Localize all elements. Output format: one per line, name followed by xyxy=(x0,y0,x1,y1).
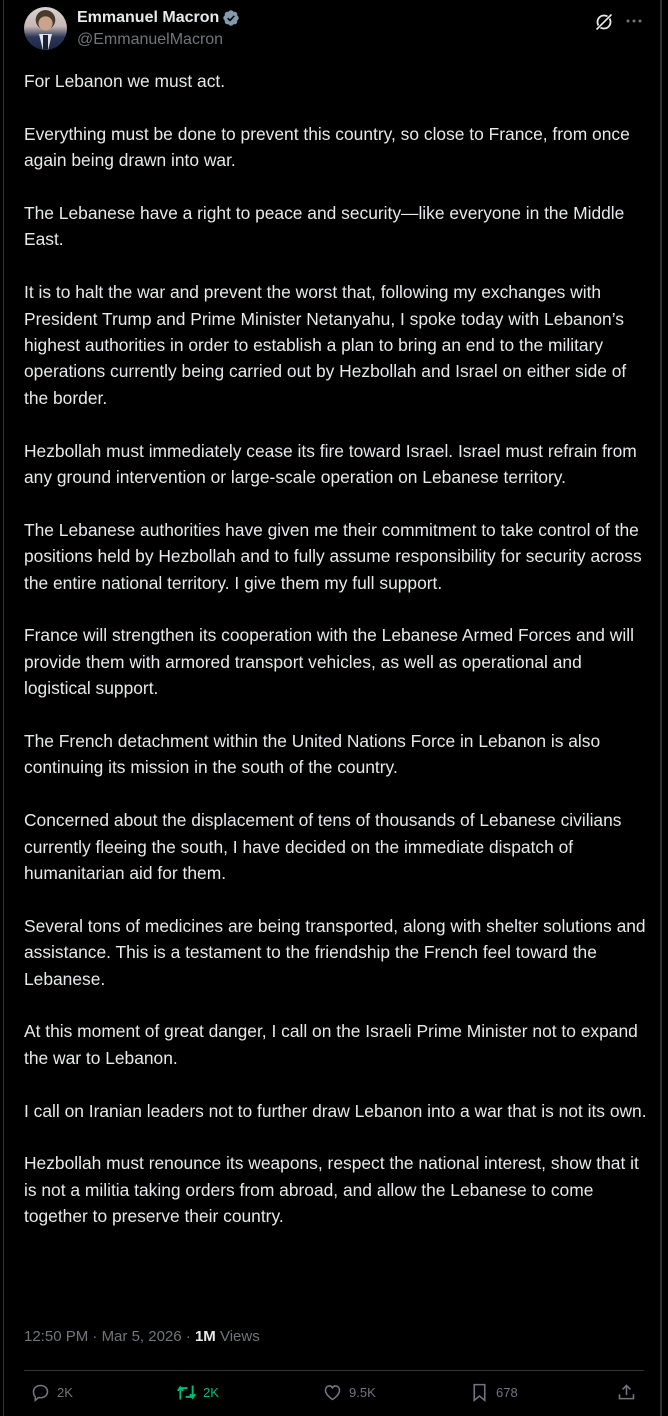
like-button[interactable] xyxy=(322,1382,376,1403)
bookmark-icon xyxy=(469,1382,490,1403)
repost-button[interactable] xyxy=(176,1382,219,1403)
tweet-paragraph: Several tons of medicines are being transported, along with shelter solutions and assistance. This is a testament to the friendship the French feel toward the Lebanese. xyxy=(24,915,646,989)
share-button[interactable] xyxy=(616,1382,637,1403)
divider xyxy=(24,1370,644,1371)
tweet-paragraph: The Lebanese authorities have given me their commitment to take control of the positions held by Hezbollah and to fully assume responsibility for security across the entire national territory. I give them my full support. xyxy=(24,519,642,593)
tweet-paragraph: I call on Iranian leaders not to further draw Lebanon into a war that is not its own. xyxy=(24,1100,647,1121)
tweet-paragraph: Hezbollah must immediately cease its fire toward Israel. Israel must refrain from any ground intervention or large-scale operation on Lebanese territory. xyxy=(24,440,637,488)
author-name[interactable]: Emmanuel Macron xyxy=(77,9,220,26)
reply-count: 2K xyxy=(57,1385,73,1400)
reply-icon xyxy=(30,1382,51,1403)
verified-badge-icon[interactable] xyxy=(222,9,240,27)
avatar-tie xyxy=(43,35,48,50)
grok-icon[interactable] xyxy=(594,12,614,32)
avatar[interactable] xyxy=(24,7,67,50)
author-handle[interactable]: @EmmanuelMacron xyxy=(77,31,224,48)
tweet-paragraph: The Lebanese have a right to peace and security—like everyone in the Middle East. xyxy=(24,203,625,250)
meta-separator: · xyxy=(88,1328,102,1345)
tweet-paragraph: Everything must be done to prevent this country, so close to France, from once again being drawn into war. xyxy=(24,123,630,171)
like-icon xyxy=(322,1382,343,1403)
views-count: 1M xyxy=(194,1328,216,1345)
like-count: 9.5K xyxy=(349,1385,376,1400)
tweet-paragraph: The French detachment within the United Nations Force in Lebanon is also continuing its mission in the south of the country. xyxy=(24,731,601,778)
bookmark-button[interactable] xyxy=(469,1382,518,1403)
reply-button[interactable] xyxy=(30,1382,73,1403)
timestamp-time[interactable]: 12:50 PM xyxy=(24,1328,89,1345)
meta-separator: · xyxy=(181,1328,195,1345)
tweet-header xyxy=(24,7,644,51)
tweet-paragraph: Hezbollah must renounce its weapons, respect the national interest, show that it is not a militia taking orders from abroad, and allow the Lebanese to come together to preserve their country. xyxy=(24,1153,639,1227)
tweet-meta xyxy=(24,1328,260,1345)
repost-icon xyxy=(176,1382,197,1403)
tweet-paragraph: For Lebanon we must act. xyxy=(24,71,226,91)
share-icon xyxy=(616,1382,637,1403)
tweet-paragraph: At this moment of great danger, I call on the Israeli Prime Minister not to expand the war to Lebanon. xyxy=(24,1021,638,1068)
action-bar xyxy=(24,1382,644,1410)
tweet-paragraph: France will strengthen its cooperation with the Lebanese Armed Forces and will provide them with armored transport vehicles, as well as operational and logistical support. xyxy=(24,625,634,699)
tweet-text xyxy=(24,68,649,1256)
tweet-paragraph: Concerned about the displacement of tens of thousands of Lebanese civilians currently fleeing the south, I have decided on the immediate dispatch of humanitarian aid for them. xyxy=(24,810,622,884)
more-icon[interactable] xyxy=(624,11,644,31)
timestamp-date[interactable]: Mar 5, 2026 xyxy=(101,1328,182,1345)
bookmark-count: 678 xyxy=(496,1385,518,1400)
tweet-paragraph: It is to halt the war and prevent the worst that, following my exchanges with President Trump and Prime Minister Netanyahu, I spoke today with Lebanon’s highest authorities in order to establish a plan to bring an end to the military operations currently being carried out by Hezbollah and Israel on either side of the border. xyxy=(24,282,627,408)
repost-count: 2K xyxy=(203,1385,219,1400)
name-row xyxy=(77,9,240,27)
views-label: Views xyxy=(215,1328,260,1345)
